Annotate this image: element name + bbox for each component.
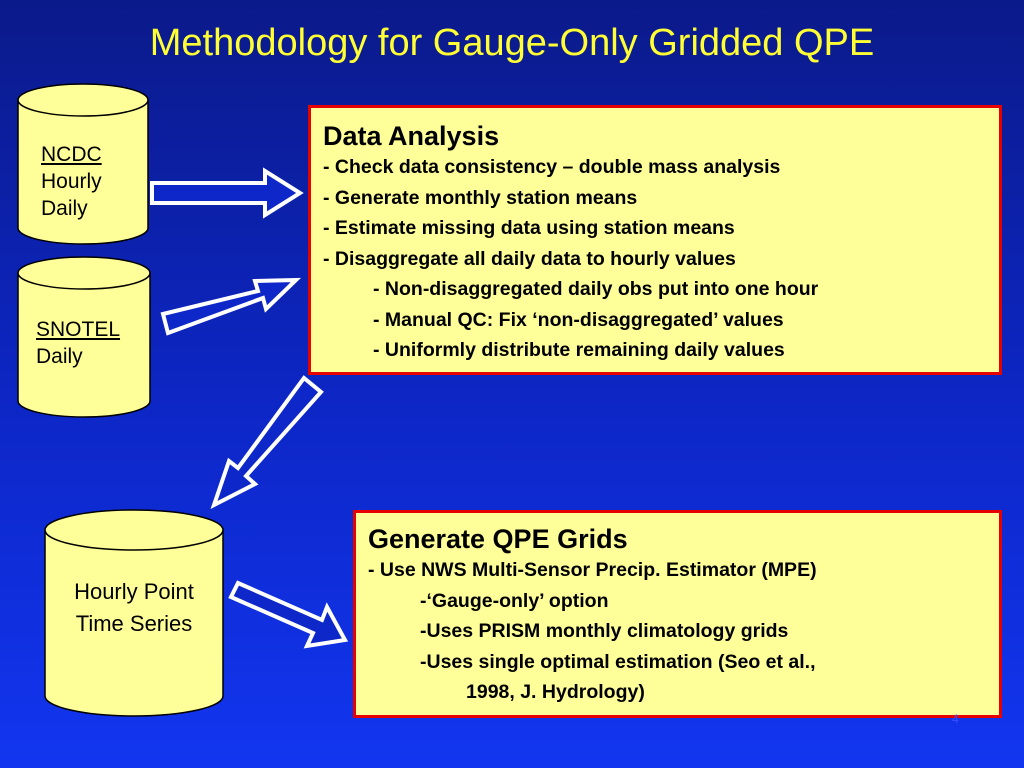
ncdc-line-daily: Daily — [41, 197, 88, 220]
analysis-item: - Check data consistency – double mass analysis — [323, 156, 781, 178]
hourly-point-line-1: Hourly Point — [74, 579, 194, 604]
analysis-item: - Disaggregate all daily data to hourly values — [323, 247, 736, 270]
ncdc-name: NCDC — [41, 143, 102, 166]
analysis-item: - Generate monthly station means — [323, 186, 638, 209]
hourly-point-label — [45, 576, 223, 640]
hourly-point-line-2: Time Series — [75, 611, 193, 636]
analysis-subitem: - Manual QC: Fix ‘non-disaggregated’ values — [373, 308, 784, 331]
qpe-subitem: -Uses single optimal estimation (Seo et al., — [420, 650, 816, 673]
arrow-analysis-to-hourly — [214, 378, 321, 505]
page-number: 4 — [952, 712, 959, 726]
arrow-hourly-to-qpe — [231, 583, 345, 646]
ncdc-line-hourly: Hourly — [41, 170, 102, 193]
snotel-name: SNOTEL — [36, 318, 121, 341]
qpe-subitem: -‘Gauge-only’ option — [420, 589, 609, 612]
ncdc-label — [41, 141, 102, 222]
snotel-label — [36, 316, 120, 370]
qpe-subitem-continuation: 1998, J. Hydrology) — [466, 681, 645, 703]
arrow-snotel-to-analysis — [163, 280, 296, 333]
analysis-subitem: - Non-disaggregated daily obs put into one hour — [373, 278, 819, 300]
qpe-subitem: -Uses PRISM monthly climatology grids — [420, 620, 789, 642]
data-analysis-box — [308, 105, 1002, 375]
qpe-item: - Use NWS Multi-Sensor Precip. Estimator (MPE) — [368, 559, 817, 581]
data-analysis-heading: Data Analysis — [323, 121, 500, 151]
arrow-ncdc-to-analysis — [152, 171, 300, 215]
qpe-grids-heading: Generate QPE Grids — [368, 524, 628, 554]
analysis-subitem: - Uniformly distribute remaining daily values — [373, 339, 785, 361]
page-title: Methodology for Gauge-Only Gridded QPE — [149, 22, 875, 64]
snotel-line-daily: Daily — [36, 345, 83, 368]
analysis-item: - Estimate missing data using station means — [323, 217, 735, 239]
qpe-grids-box — [353, 510, 1002, 718]
